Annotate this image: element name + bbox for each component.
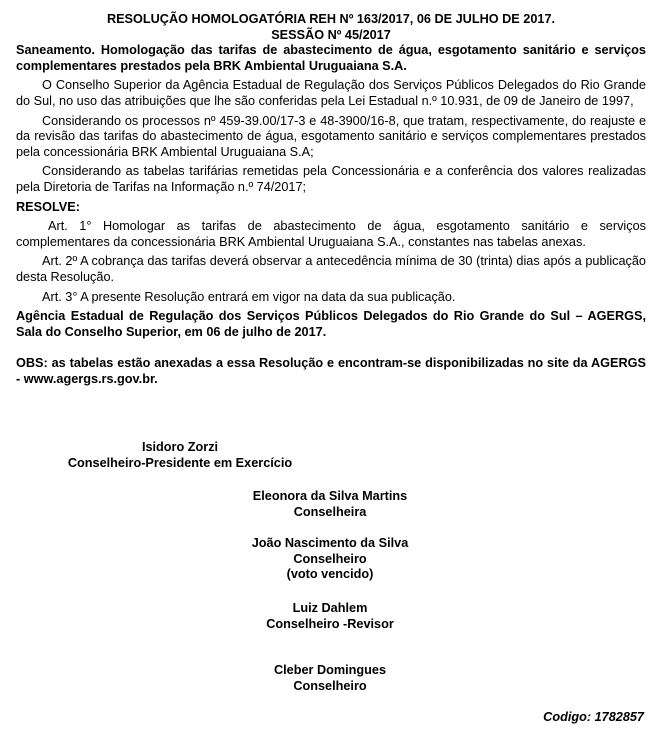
signature-block [215,536,445,583]
signatory-note: (voto vencido) [286,567,374,582]
signatory-role: Conselheiro -Revisor [266,616,394,631]
signatory-name: Isidoro Zorzi [141,440,219,454]
signatory-role: Conselheiro-Presidente em Exercício [67,455,293,470]
signature-block [55,440,305,471]
signatory-role: Conselheiro [293,551,367,566]
publication-code: Codigo: 1782857 [543,710,644,724]
signatory-role: Conselheira [293,504,367,519]
signature-block [215,601,445,632]
resolve-label: RESOLVE: [16,199,80,214]
signatory-name: Luiz Dahlem [292,601,368,615]
article-2: Art. 2º A cobrança das tarifas deverá observar a antecedência mínima de 30 (trinta) dias após a publicação desta Resolução. [16,254,646,284]
document-summary: Saneamento. Homologação das tarifas de abastecimento de água, esgotamento sanitário e serviços complementares prestados pela BRK Ambiental Uruguaiana S.A. [16,43,646,73]
article-1: Art. 1° Homologar as tarifas de abastecimento de água, esgotamento sanitário e serviços complementares da concessionária BRK Ambiental Uruguaiana S.A., constantes nas tabelas anexas. [16,219,646,249]
article-3: Art. 3° A presente Resolução entrará em vigor na data da sua publicação. [42,289,456,304]
signatory-name: João Nascimento da Silva [251,536,409,550]
signature-block [215,489,445,520]
signatory-name: Eleonora da Silva Martins [252,489,408,503]
document-title: RESOLUÇÃO HOMOLOGATÓRIA REH Nº 163/2017, 06 DE JULHO DE 2017. [106,12,556,26]
resolution-document [16,12,646,387]
signature-block [215,663,445,694]
session-number: SESSÃO Nº 45/2017 [271,27,391,42]
signatory-role: Conselheiro [293,678,367,693]
signatory-name: Cleber Domingues [273,663,387,677]
preamble-paragraph: O Conselho Superior da Agência Estadual de Regulação dos Serviços Públicos Delegados do Rio Grande do Sul, no uso das atribuições que lhe são conferidas pela Lei Estadual n.º 10.931, de 09 de Janeiro de 1997, [16,78,646,108]
preamble-paragraph: Considerando os processos nº 459-39.00/17-3 e 48-3900/16-8, que tratam, respectivamente, do reajuste e da revisão das tarifas do abastecimento de água, esgotamento sanitário e serviços complementares prestados pela concessionária BRK Ambiental Uruguaiana S.A; [16,113,646,159]
preamble-paragraph: Considerando as tabelas tarifárias remetidas pela Concessionária e a conferência dos valores realizadas pela Diretoria de Tarifas na Informação n.º 74/2017; [16,164,646,194]
obs-note: OBS: as tabelas estão anexadas a essa Resolução e encontram-se disponibilizadas no site da AGERGS - www.agergs.rs.gov.br. [16,356,646,386]
closing-statement: Agência Estadual de Regulação dos Serviços Públicos Delegados do Rio Grande do Sul – AGERGS, Sala do Conselho Superior, em 06 de julho de 2017. [16,309,646,339]
